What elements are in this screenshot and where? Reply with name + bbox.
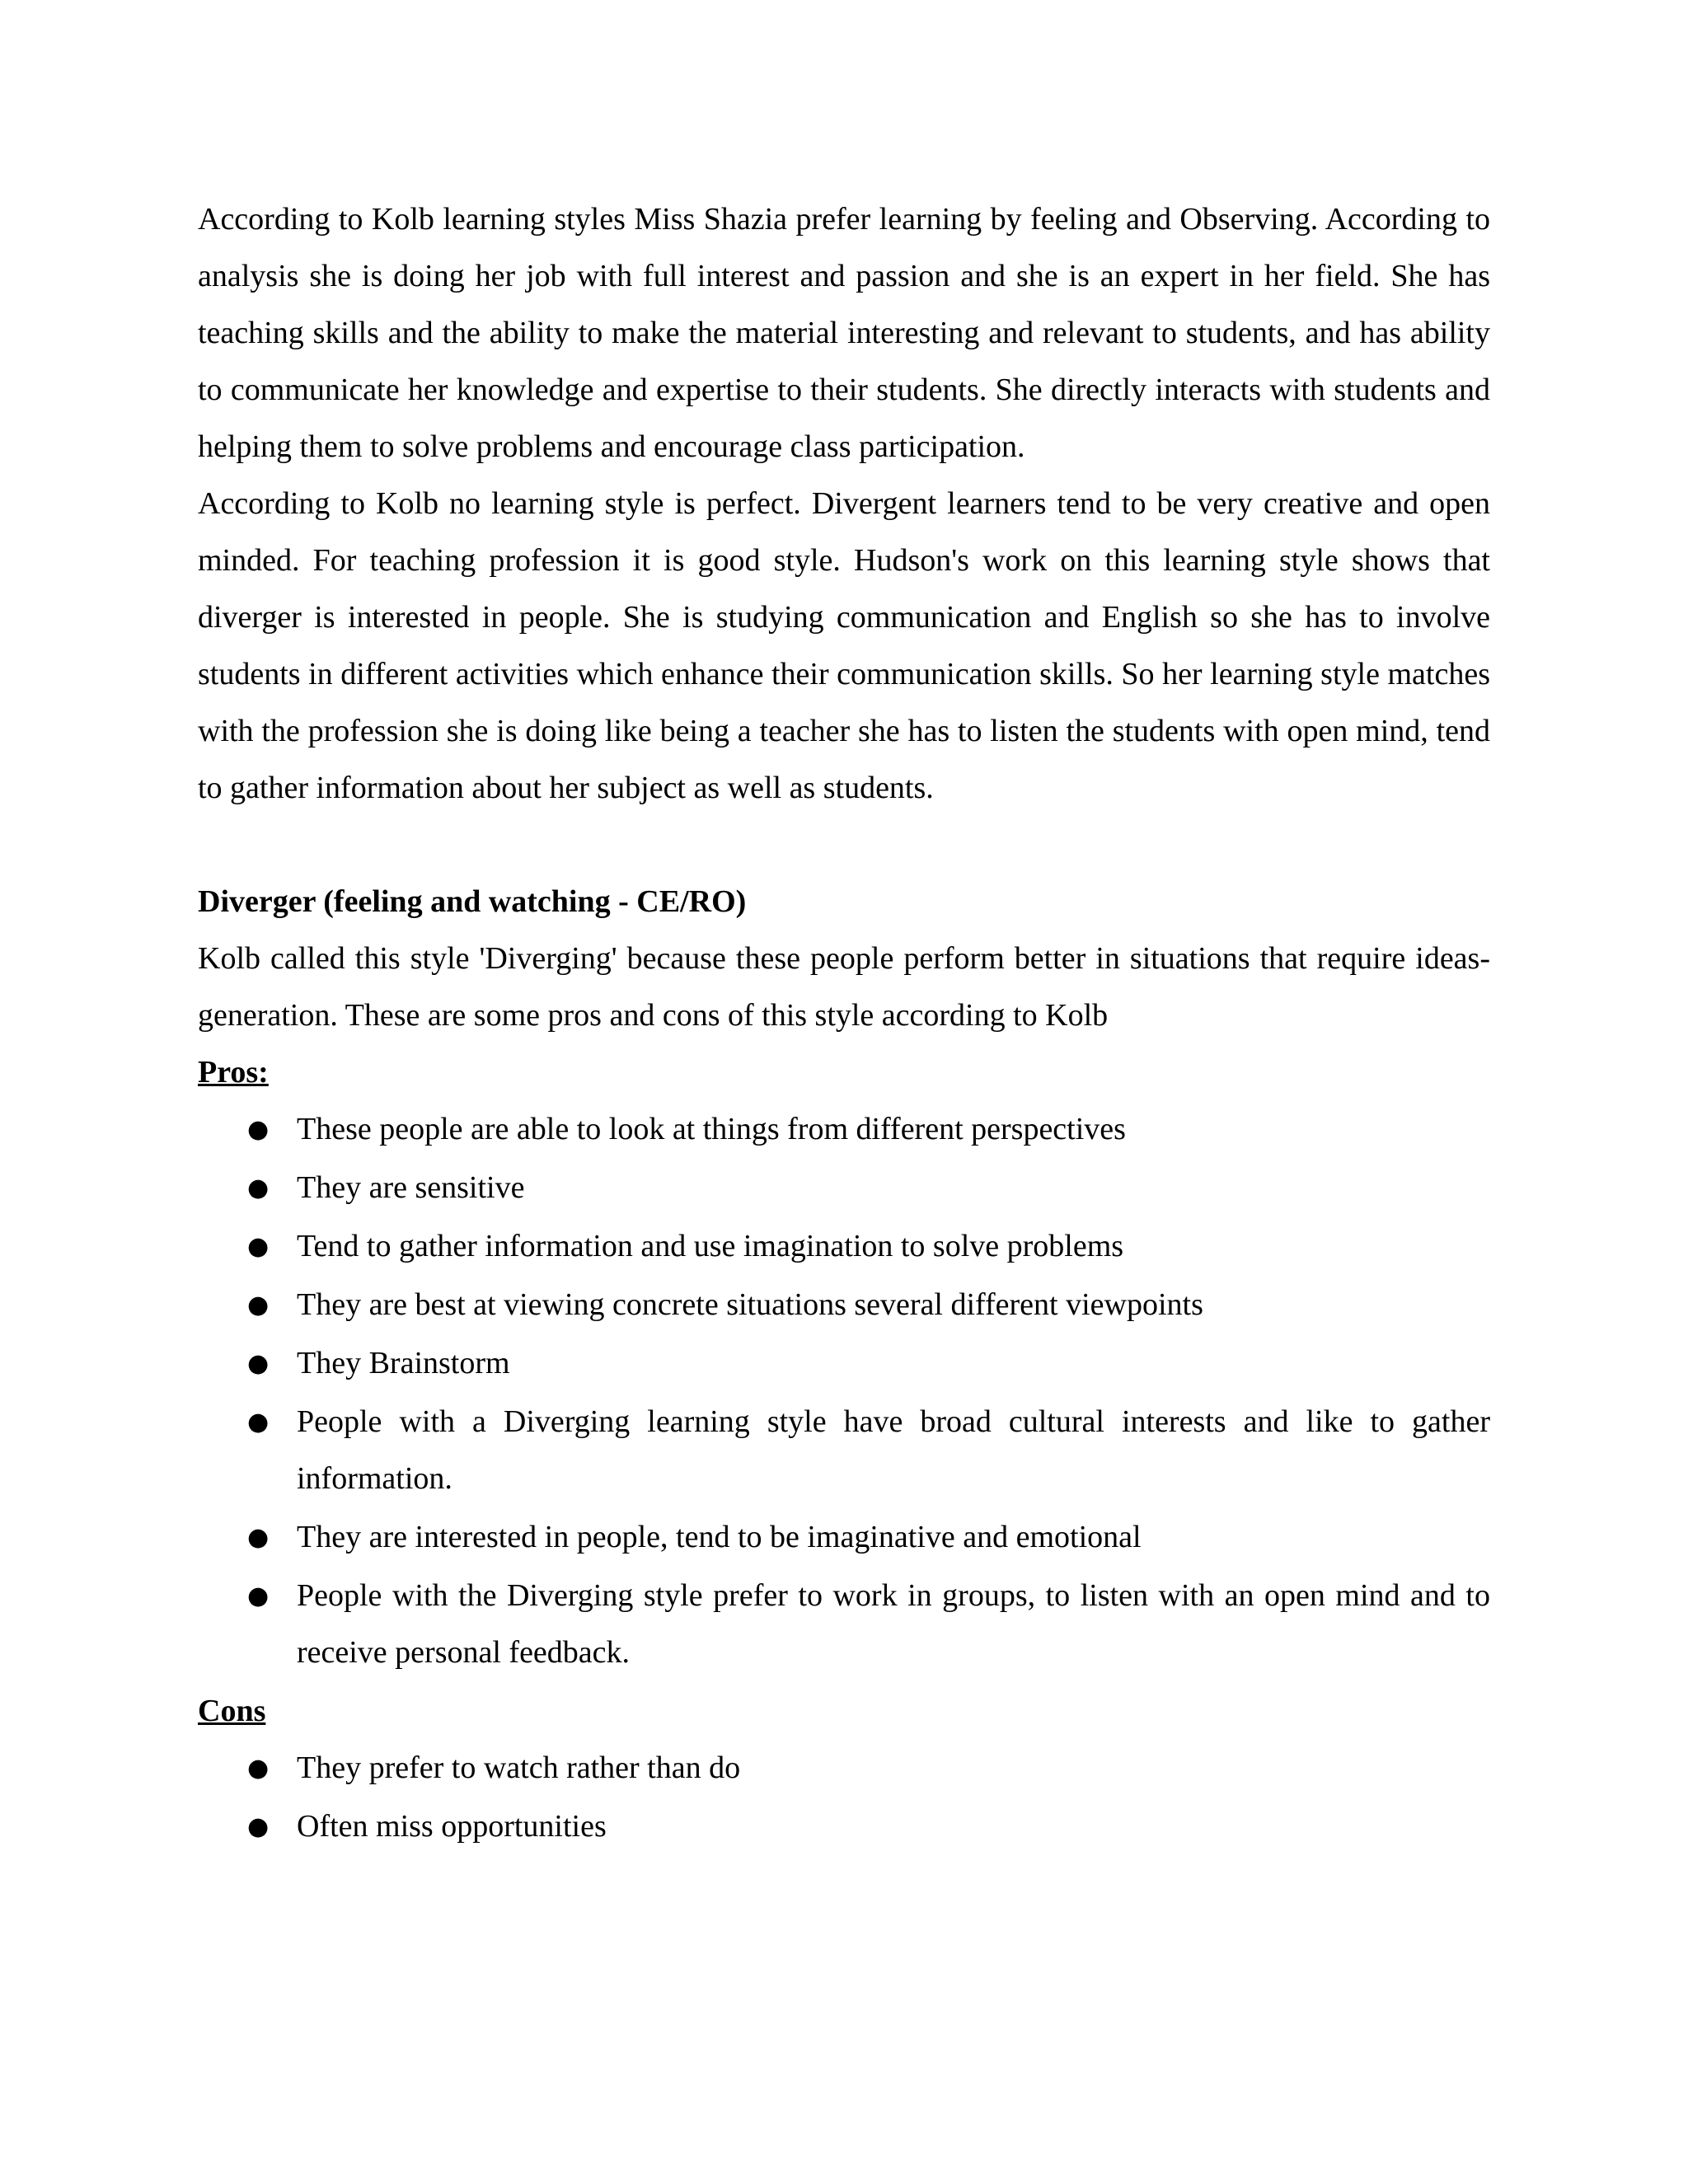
pros-title: Pros: — [198, 1055, 269, 1090]
list-item — [198, 1101, 1490, 1158]
list-item-text: They are best at viewing concrete situations several different viewpoints — [297, 1287, 1203, 1322]
list-item — [198, 1160, 1490, 1216]
paragraph-1: According to Kolb learning styles Miss Shazia prefer learning by feeling and Observing. According to analysis she is doing her job with full interest and passion and she is an expert in her field. She has teaching skills and the ability to make the material interesting and relevant to students, and has ability to communicate her knowledge and expertise to their students. She directly interacts with students and helping them to solve problems and encourage class participation. — [198, 202, 1490, 464]
list-item — [198, 1218, 1490, 1275]
bullet-icon: ● — [247, 1408, 270, 1436]
list-item-text: These people are able to look at things from different perspectives — [297, 1112, 1126, 1146]
list-item — [198, 1277, 1490, 1333]
list-item — [198, 1335, 1490, 1392]
bullet-icon: ● — [247, 1812, 270, 1841]
document-page — [198, 191, 1490, 1857]
bullet-icon: ● — [247, 1291, 270, 1319]
bullet-icon: ● — [247, 1232, 270, 1261]
bullet-icon: ● — [247, 1582, 270, 1610]
list-item — [198, 1394, 1490, 1507]
section-intro: Kolb called this style 'Diverging' because these people perform better in situations that require ideas-generation. These are some pros and cons of this style according to Kolb — [198, 941, 1490, 1033]
bullet-icon: ● — [247, 1754, 270, 1783]
list-item — [198, 1509, 1490, 1566]
list-item-text: They are interested in people, tend to be imaginative and emotional — [297, 1520, 1142, 1554]
list-item-text: Tend to gather information and use imagination to solve problems — [297, 1229, 1124, 1263]
cons-title: Cons — [198, 1694, 266, 1728]
cons-list — [198, 1740, 1490, 1855]
list-item — [198, 1798, 1490, 1855]
list-item-text: They prefer to watch rather than do — [297, 1750, 741, 1785]
section-heading: Diverger (feeling and watching - CE/RO) — [198, 884, 747, 919]
list-item-text: People with a Diverging learning style have broad cultural interests and like to gather information. — [297, 1404, 1490, 1496]
list-item-text: They Brainstorm — [297, 1346, 510, 1380]
list-item-text: Often miss opportunities — [297, 1809, 607, 1844]
list-item-text: They are sensitive — [297, 1170, 525, 1205]
bullet-icon: ● — [247, 1523, 270, 1552]
pros-list — [198, 1101, 1490, 1681]
bullet-icon: ● — [247, 1349, 270, 1378]
paragraph-gap — [198, 817, 1490, 874]
list-item — [198, 1740, 1490, 1797]
bullet-icon: ● — [247, 1174, 270, 1202]
list-item — [198, 1568, 1490, 1681]
bullet-icon: ● — [247, 1115, 270, 1144]
paragraph-2: According to Kolb no learning style is perfect. Divergent learners tend to be very creative and open minded. For teaching profession it is good style. Hudson's work on this learning style shows that diverger is interested in people. She is studying communication and English so she has to involve students in different activities which enhance their communication skills. So her learning style matches with the profession she is doing like being a teacher she has to listen the students with open mind, tend to gather information about her subject as well as students. — [198, 486, 1490, 805]
list-item-text: People with the Diverging style prefer to work in groups, to listen with an open mind and to receive personal feedback. — [297, 1578, 1490, 1670]
